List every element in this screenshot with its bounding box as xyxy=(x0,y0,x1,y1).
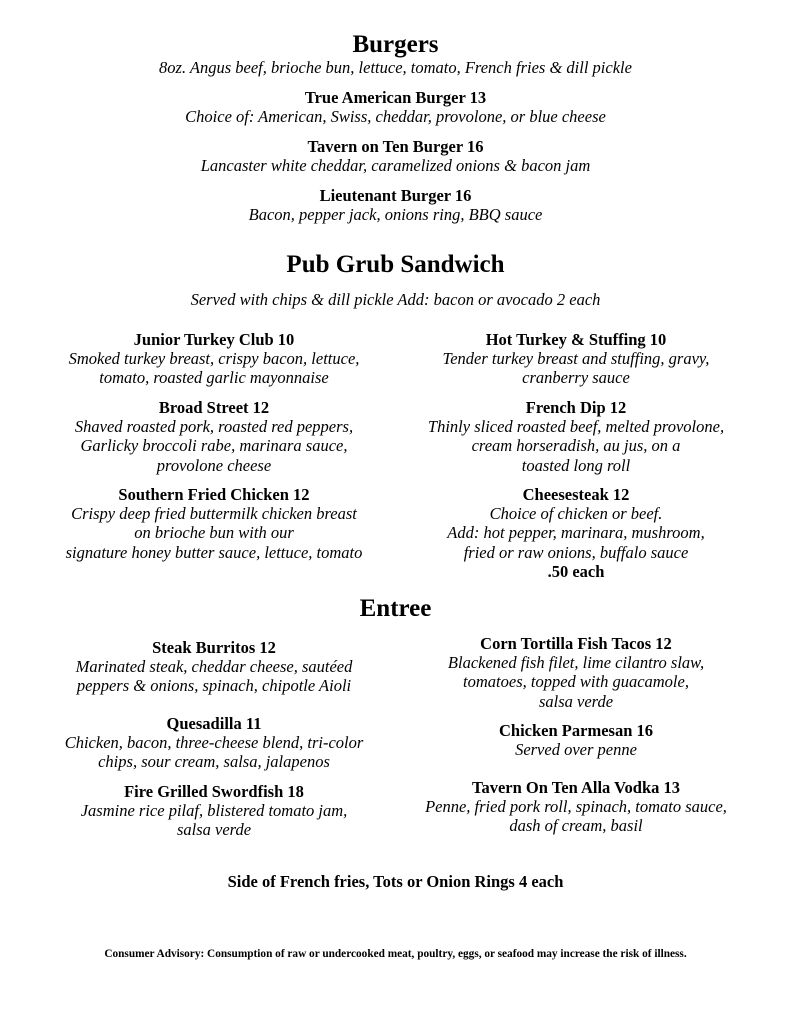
sides-note: Side of French fries, Tots or Onion Rings 4 each xyxy=(227,872,564,891)
item-name: True American Burger 13 xyxy=(304,88,487,107)
item-description: Jasmine rice pilaf, blistered tomato jam, salsa verde xyxy=(80,801,348,840)
menu-item xyxy=(376,634,776,711)
menu-item xyxy=(376,778,776,836)
item-description: Lancaster white cheddar, caramelized onions & bacon jam xyxy=(200,156,591,175)
item-name: Corn Tortilla Fish Tacos 12 xyxy=(480,634,672,653)
menu-item xyxy=(0,137,791,175)
menu-item xyxy=(14,638,414,696)
menu-item xyxy=(376,485,776,581)
menu-item xyxy=(14,714,414,772)
menu-item xyxy=(14,485,414,562)
pub-heading: Pub Grub Sandwich xyxy=(286,251,505,278)
pub-subtitle: Served with chips & dill pickle Add: bacon or avocado 2 each xyxy=(190,290,601,309)
item-name: Tavern On Ten Alla Vodka 13 xyxy=(471,778,681,797)
item-name: Quesadilla 11 xyxy=(166,714,262,733)
burgers-subtitle: 8oz. Angus beef, brioche bun, lettuce, tomato, French fries & dill pickle xyxy=(159,58,632,77)
item-name: Steak Burritos 12 xyxy=(152,638,276,657)
item-description: Crispy deep fried buttermilk chicken breast on brioche bun with our signature honey butter sauce, lettuce, tomato xyxy=(65,504,363,562)
menu-item xyxy=(376,721,776,759)
menu-item xyxy=(14,782,414,840)
item-description: Blackened fish filet, lime cilantro slaw, tomatoes, topped with guacamole, salsa verde xyxy=(447,653,705,711)
item-name: Tavern on Ten Burger 16 xyxy=(307,137,484,156)
item-addon-price: .50 each xyxy=(547,561,605,581)
item-name: Chicken Parmesan 16 xyxy=(499,721,653,740)
burgers-heading: Burgers xyxy=(352,31,439,58)
item-description: Tender turkey breast and stuffing, gravy, cranberry sauce xyxy=(442,349,710,388)
item-description: Chicken, bacon, three-cheese blend, tri-color chips, sour cream, salsa, jalapenos xyxy=(64,733,364,772)
item-description: Smoked turkey breast, crispy bacon, lettuce, tomato, roasted garlic mayonnaise xyxy=(68,349,360,388)
menu-item xyxy=(0,186,791,224)
item-name: Hot Turkey & Stuffing 10 xyxy=(485,330,667,349)
menu-item xyxy=(0,88,791,126)
item-description: Choice of chicken or beef. Add: hot pepper, marinara, mushroom, fried or raw onions, buffalo sauce xyxy=(447,504,705,562)
item-name: Southern Fried Chicken 12 xyxy=(118,485,310,504)
menu-item xyxy=(376,330,776,388)
item-description: Served over penne xyxy=(515,740,637,759)
item-name: Lieutenant Burger 16 xyxy=(319,186,472,205)
consumer-advisory: Consumer Advisory: Consumption of raw or undercooked meat, poultry, eggs, or seafood may increase the risk of illness. xyxy=(104,948,687,960)
item-description: Bacon, pepper jack, onions ring, BBQ sauce xyxy=(248,205,543,224)
item-description: Thinly sliced roasted beef, melted provolone, cream horseradish, au jus, on a toasted long roll xyxy=(427,417,725,475)
item-description: Choice of: American, Swiss, cheddar, provolone, or blue cheese xyxy=(185,107,606,126)
item-description: Shaved roasted pork, roasted red peppers, Garlicky broccoli rabe, marinara sauce, provolone cheese xyxy=(74,417,354,475)
item-name: Fire Grilled Swordfish 18 xyxy=(124,782,304,801)
menu-item xyxy=(376,398,776,475)
menu-item xyxy=(14,330,414,388)
item-description: Marinated steak, cheddar cheese, sautéed peppers & onions, spinach, chipotle Aioli xyxy=(75,657,353,696)
item-name: Broad Street 12 xyxy=(158,398,270,417)
entree-heading: Entree xyxy=(359,595,432,622)
item-description: Penne, fried pork roll, spinach, tomato sauce, dash of cream, basil xyxy=(425,797,727,836)
menu-item xyxy=(14,398,414,475)
item-name: French Dip 12 xyxy=(525,398,627,417)
item-name: Junior Turkey Club 10 xyxy=(133,330,295,349)
item-name: Cheesesteak 12 xyxy=(522,485,630,504)
